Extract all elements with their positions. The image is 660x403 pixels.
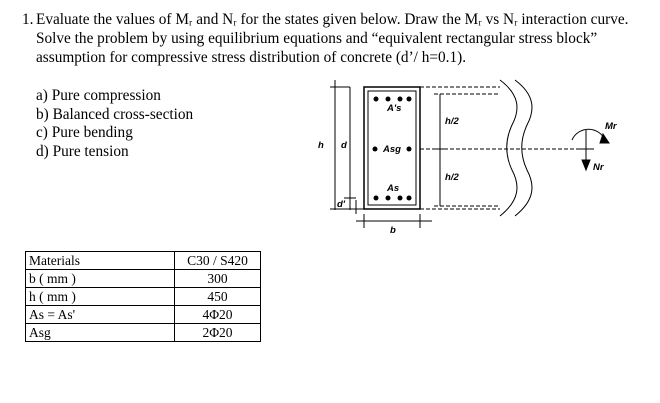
label-mr: Mr bbox=[605, 121, 617, 132]
table-cell-label: h ( mm ) bbox=[26, 288, 175, 306]
case-item: c) Pure bending bbox=[36, 124, 133, 141]
table-cell-value: 300 bbox=[175, 270, 261, 288]
label-nr: Nr bbox=[593, 162, 604, 173]
table-cell-label: Materials bbox=[26, 252, 175, 270]
table-row bbox=[26, 270, 261, 288]
table-row bbox=[26, 288, 261, 306]
break-line-right bbox=[515, 80, 532, 216]
moment-arrow bbox=[572, 129, 605, 140]
table-row bbox=[26, 306, 261, 324]
label-h2-top: h/2 bbox=[445, 116, 459, 127]
table-cell-value: 4Φ20 bbox=[175, 306, 261, 324]
table-row bbox=[26, 252, 261, 270]
materials-table bbox=[25, 251, 261, 342]
break-line-left bbox=[500, 80, 517, 216]
table-row bbox=[26, 324, 261, 342]
problem-number: 1. bbox=[22, 11, 34, 28]
label-as: As bbox=[387, 183, 400, 194]
table-cell-label: As = As' bbox=[26, 306, 175, 324]
case-item: d) Pure tension bbox=[36, 142, 129, 160]
label-b: b bbox=[390, 225, 396, 236]
table-cell-value: 2Φ20 bbox=[175, 324, 261, 342]
label-d: d bbox=[341, 140, 347, 151]
label-asg: Asg bbox=[383, 144, 401, 155]
bottom-bars bbox=[374, 196, 412, 201]
table-cell-label: Asg bbox=[26, 324, 175, 342]
label-h: h bbox=[318, 140, 324, 151]
case-item: a) Pure compression bbox=[36, 87, 161, 104]
problem-text: Evaluate the values of Mᵣ and Nᵣ for the states given below. Draw the Mᵣ vs Nᵣ interaction curve. Solve the problem by using equilibrium equations and “equivalent rectangular stress block” assumption for compressive stress distribution of concrete (d’/ h=0.1). bbox=[36, 11, 629, 66]
label-as-top: A's bbox=[387, 103, 402, 114]
case-item: b) Balanced cross-section bbox=[36, 105, 194, 123]
label-h2-bottom: h/2 bbox=[445, 172, 459, 183]
table-cell-label: b ( mm ) bbox=[26, 270, 175, 288]
label-d-prime: d' bbox=[337, 199, 346, 210]
table-cell-value: C30 / S420 bbox=[175, 252, 261, 270]
top-bars bbox=[374, 97, 412, 102]
table-cell-value: 450 bbox=[175, 288, 261, 306]
